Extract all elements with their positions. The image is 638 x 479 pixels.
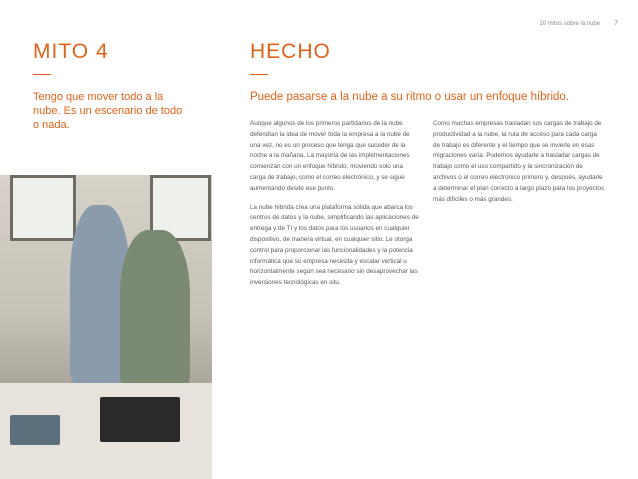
fact-title: HECHO	[250, 40, 331, 63]
body-paragraph: La nube híbrida crea una plataforma sólida que abarca los centros de datos y la nube, simplificando las aplicaciones de entrega y de TI y los datos para los usuarios en cualquier dispositivo, de manera virtual, en cualquier sitio. Le otorga control para proporcionar las funcionalidades y la potencia informática que su empresa necesita y escalar vertical u horizontalmente según sea necesario sin desaprovechar las inversiones tecnológicas en situ.	[250, 203, 419, 287]
fact-statement: Puede pasarse a la nube a su ritmo o usar un enfoque híbrido.	[250, 91, 570, 103]
body-paragraph: Como muchas empresas trasladan sus cargas de trabajo de productividad a la nube, la ruta de acceso para cada carga de trabajo es diferente y el tiempo que se invierte en esas migraciones varía. Podemos ayudarle a trasladar cargas de trabajo como el uso compartido y la sincronización de archivos o el correo electrónico primero y, después, ayudarle a determinar el plan correcto a largo plazo para los proyectos más difíciles o más grandes.	[433, 120, 605, 203]
body-column-left	[250, 119, 420, 297]
body-column-right	[433, 119, 605, 213]
myth-statement: Tengo que mover todo a la nube. Es un escenario de todo o nada.	[33, 91, 183, 131]
myth-title: MITO 4	[33, 40, 109, 63]
fact-rule	[250, 74, 268, 75]
body-paragraph: Aunque algunos de los primeros partidarios de la nube defendían la idea de mover toda la empresa a la nube de una vez, no es un proceso que tenga que suceder de la noche a la mañana. La mayoría de las implementaciones comienzan con un enfoque híbrido, moviendo solo una carga de trabajo, como el correo electrónico, y se sigue aumentando desde ese punto.	[250, 120, 410, 192]
document-title: 10 mitos sobre la nube	[539, 20, 601, 27]
myth-rule	[33, 74, 51, 75]
page-number: 7	[614, 20, 618, 27]
office-photo	[0, 175, 212, 479]
page-header	[539, 20, 618, 27]
photo-person	[120, 230, 190, 390]
photo-window	[10, 175, 76, 241]
photo-laptop	[100, 397, 180, 442]
photo-tablet	[10, 415, 60, 445]
